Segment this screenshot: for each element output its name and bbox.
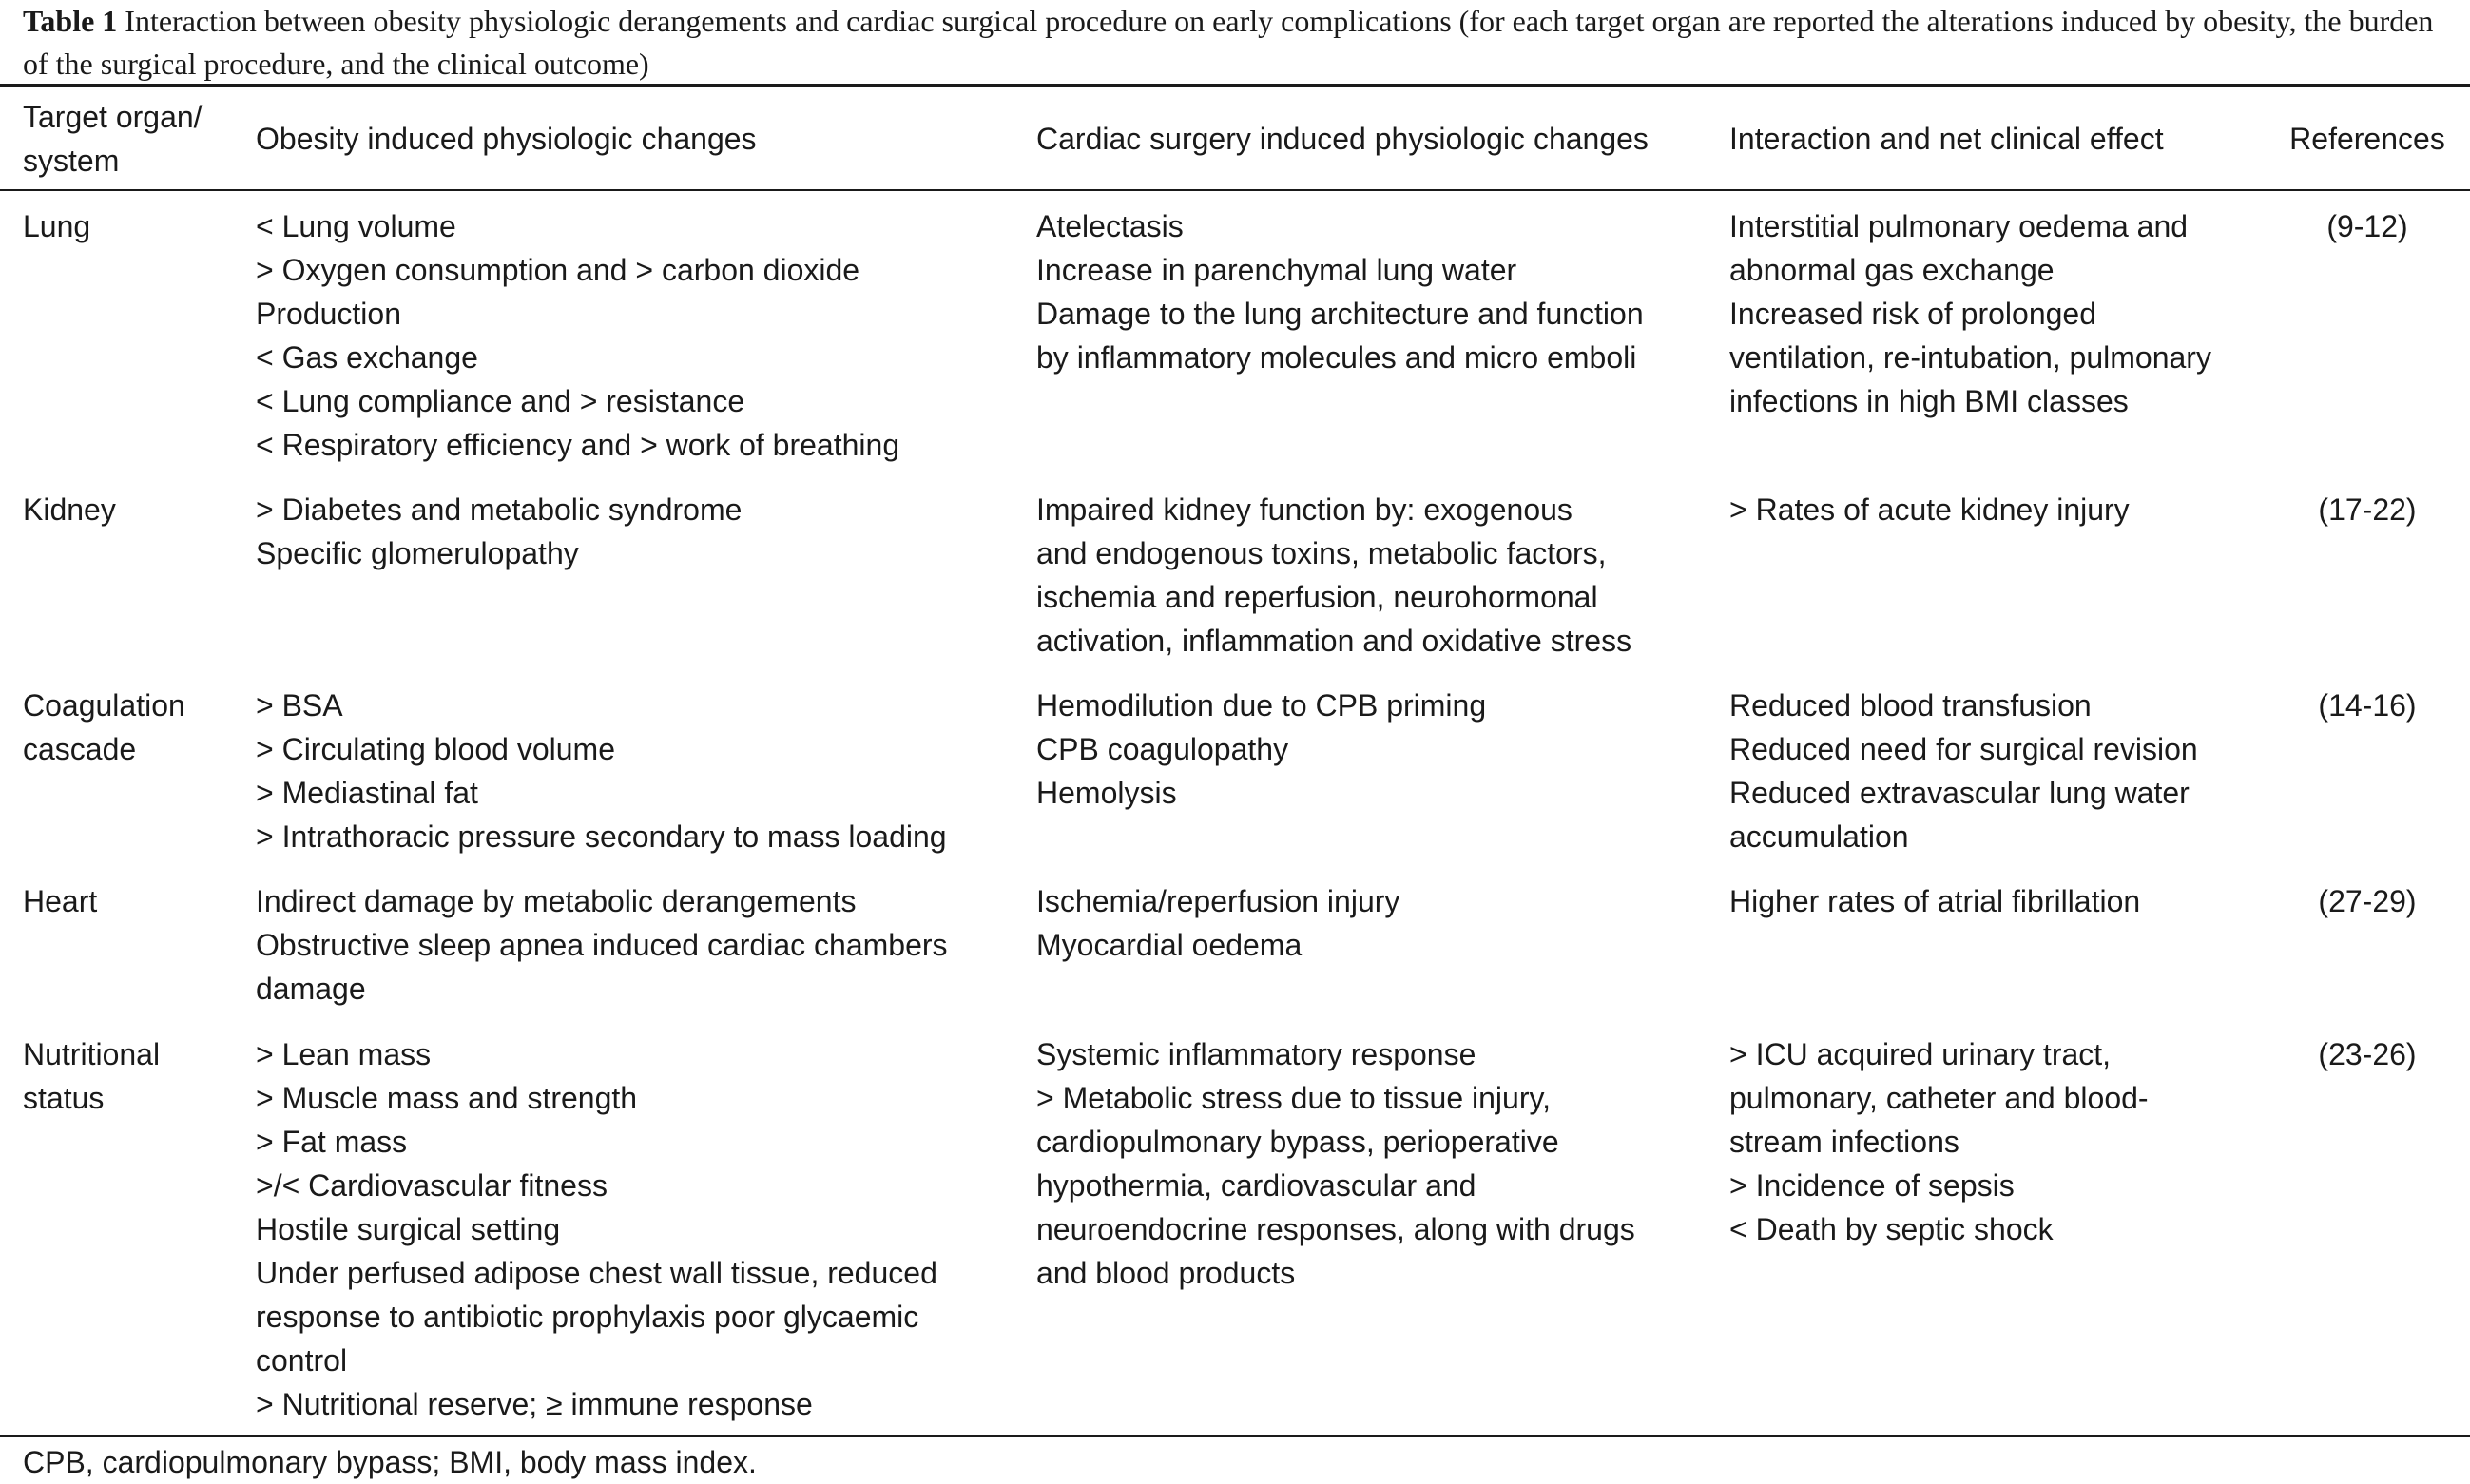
row-heart-surgery: Ischemia/reperfusion injury Myocardial oedema [1036, 884, 1400, 962]
header-surgery-changes: Cardiac surgery induced physiologic changes [1036, 122, 1649, 156]
table-caption-text: Interaction between obesity physiologic derangements and cardiac surgical procedure on early complications (for each target organ are reported the alterations induced by obesity, the burden of the surgical procedure, and the clinical outcome) [23, 4, 2434, 81]
row-coagulation-obesity: > BSA > Circulating blood volume > Mediastinal fat > Intrathoracic pressure secondary to mass loading [256, 688, 947, 854]
row-nutritional-surgery: Systemic inflammatory response > Metabolic stress due to tissue injury, cardiopulmonary bypass, perioperative hypothermia, cardiovascular and neuroendocrine responses, along with drugs and blood products [1036, 1037, 1635, 1290]
row-kidney-references: (17-22) [2318, 492, 2417, 527]
row-lung-interaction: Interstitial pulmonary oedema and abnormal gas exchange Increased risk of prolonged ventilation, re-intubation, pulmonary infections in high BMI classes [1729, 209, 2211, 418]
row-nutritional-obesity: > Lean mass > Muscle mass and strength > Fat mass >/< Cardiovascular fitness Hostile surgical setting Under perfused adipose chest wall tissue, reduced response to antibiotic prophylaxis poor glycaemic control > Nutritional reserve; ≥ immune response [256, 1037, 937, 1421]
row-nutritional-references: (23-26) [2318, 1037, 2417, 1071]
header-obesity-changes: Obesity induced physiologic changes [256, 122, 757, 156]
row-coagulation-target: Coagulation cascade [23, 688, 185, 766]
row-lung-references: (9-12) [2326, 209, 2408, 243]
table-header-rule [0, 189, 2470, 191]
row-lung-obesity: < Lung volume > Oxygen consumption and > carbon dioxide Production < Gas exchange < Lung compliance and > resistance < Respiratory efficiency and > work of breathing [256, 209, 900, 462]
row-lung-surgery: Atelectasis Increase in parenchymal lung water Damage to the lung architecture and function by inflammatory molecules and micro emboli [1036, 209, 1644, 375]
row-kidney-obesity: > Diabetes and metabolic syndrome Specific glomerulopathy [256, 492, 743, 570]
row-heart-target: Heart [23, 884, 98, 918]
header-references: References [2289, 122, 2445, 156]
row-kidney-interaction: > Rates of acute kidney injury [1729, 492, 2130, 527]
header-interaction-effect: Interaction and net clinical effect [1729, 122, 2164, 156]
row-coagulation-surgery: Hemodilution due to CPB priming CPB coagulopathy Hemolysis [1036, 688, 1487, 810]
row-kidney-target: Kidney [23, 492, 116, 527]
table-bottom-rule [0, 1435, 2470, 1437]
row-heart-references: (27-29) [2318, 884, 2417, 918]
row-nutritional-interaction: > ICU acquired urinary tract, pulmonary, catheter and blood- stream infections > Incidence of sepsis < Death by septic shock [1729, 1037, 2149, 1246]
header-target-organ: Target organ/ system [23, 100, 203, 178]
row-heart-obesity: Indirect damage by metabolic derangements Obstructive sleep apnea induced cardiac chambers damage [256, 884, 948, 1006]
row-coagulation-references: (14-16) [2318, 688, 2417, 723]
table-top-rule [0, 84, 2470, 87]
row-heart-interaction: Higher rates of atrial fibrillation [1729, 884, 2141, 918]
row-kidney-surgery: Impaired kidney function by: exogenous and endogenous toxins, metabolic factors, ischemia and reperfusion, neurohormonal activation, inflammation and oxidative stress [1036, 492, 1632, 658]
row-coagulation-interaction: Reduced blood transfusion Reduced need for surgical revision Reduced extravascular lung water accumulation [1729, 688, 2198, 854]
row-nutritional-target: Nutritional status [23, 1037, 161, 1115]
row-lung-target: Lung [23, 209, 91, 243]
table-caption [23, 0, 2457, 86]
table-footnote: CPB, cardiopulmonary bypass; BMI, body mass index. [23, 1445, 757, 1479]
table-caption-label: Table 1 [23, 4, 118, 38]
